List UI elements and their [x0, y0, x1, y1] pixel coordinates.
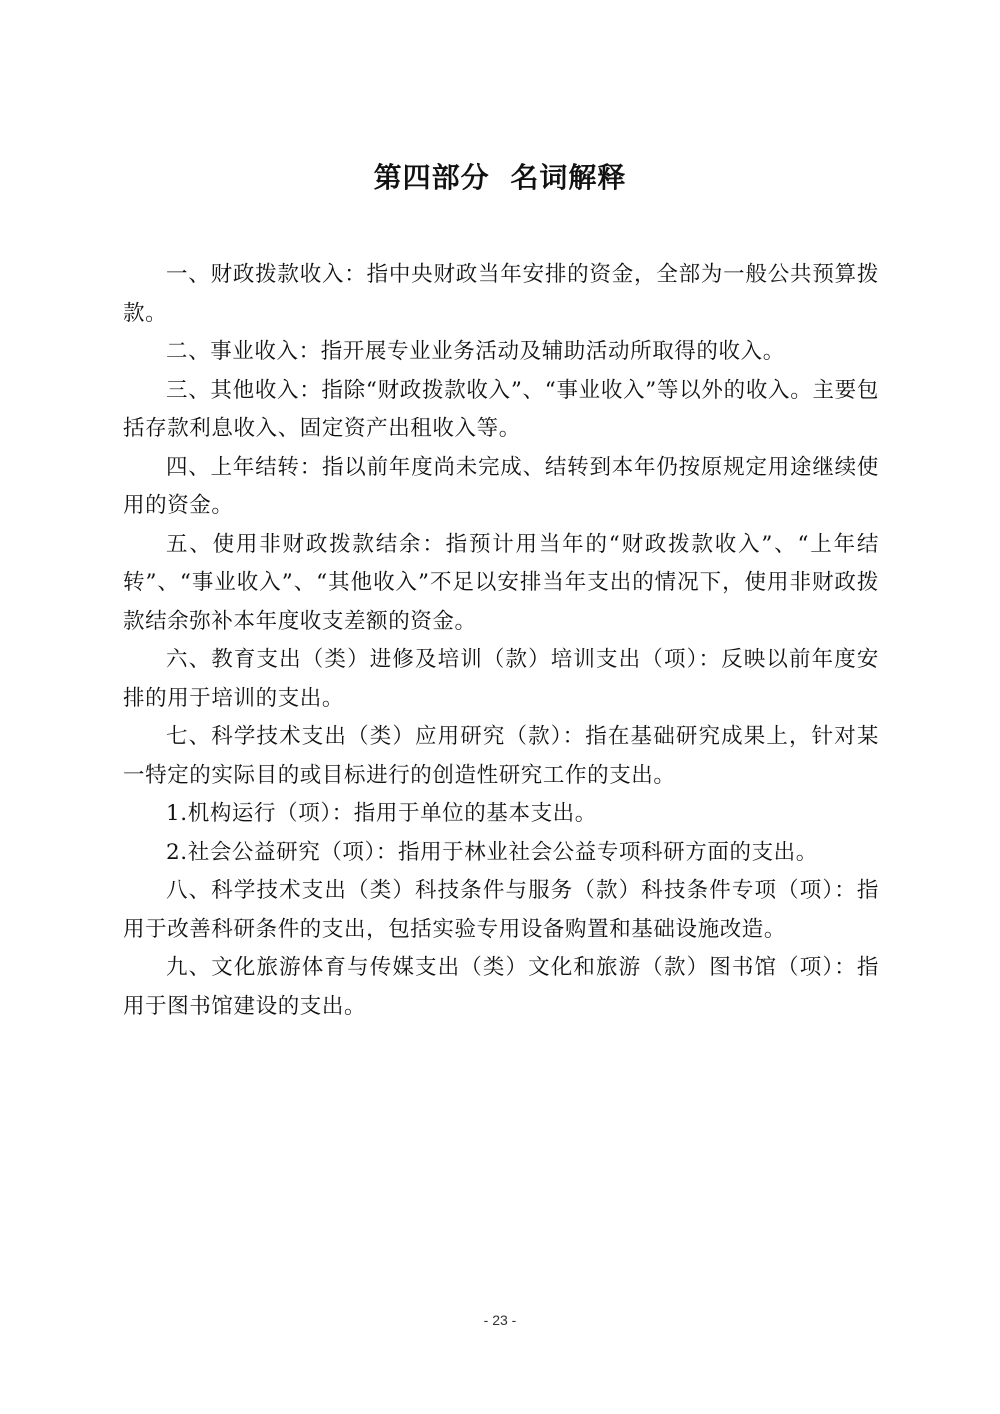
- definition-paragraph-9: 九、文化旅游体育与传媒支出（类）文化和旅游（款）图书馆（项）：指用于图书馆建设的支出。: [123, 955, 879, 1019]
- definition-paragraph-7: 七、科学技术支出（类）应用研究（款）：指在基础研究成果上，针对某一特定的实际目的或目标进行的创造性研究工作的支出。: [123, 724, 879, 788]
- definition-paragraph-3: 三、其他收入：指除“财政拨款收入”、“事业收入”等以外的收入。主要包括存款利息收入、固定资产出租收入等。: [123, 377, 879, 441]
- definition-paragraph-1: 一、财政拨款收入：指中央财政当年安排的资金，全部为一般公共预算拨款。: [123, 262, 879, 326]
- definition-paragraph-2: 二、事业收入：指开展专业业务活动及辅助活动所取得的收入。: [166, 339, 785, 364]
- page-title: 第四部分 名词解释: [373, 161, 627, 194]
- definition-paragraph-4: 四、上年结转：指以前年度尚未完成、结转到本年仍按原规定用途继续使用的资金。: [123, 454, 879, 518]
- definition-subitem-1: 1.机构运行（项）：指用于单位的基本支出。: [166, 801, 597, 826]
- definition-paragraph-8: 八、科学技术支出（类）科技条件与服务（款）科技条件专项（项）：指用于改善科研条件的支出，包括实验专用设备购置和基础设施改造。: [123, 878, 879, 942]
- definitions-body: [123, 256, 879, 1026]
- definition-subitem-2: 2.社会公益研究（项）：指用于林业社会公益专项科研方面的支出。: [166, 839, 818, 865]
- definition-paragraph-6: 六、教育支出（类）进修及培训（款）培训支出（项）：反映以前年度安排的用于培训的支出。: [123, 647, 879, 711]
- page-number: - 23 -: [483, 1312, 517, 1328]
- definition-paragraph-5: 五、使用非财政拨款结余：指预计用当年的“财政拨款收入”、“上年结转”、“事业收入”、“其他收入”不足以安排当年支出的情况下，使用非财政拨款结余弥补本年度收支差额的资金。: [123, 531, 879, 634]
